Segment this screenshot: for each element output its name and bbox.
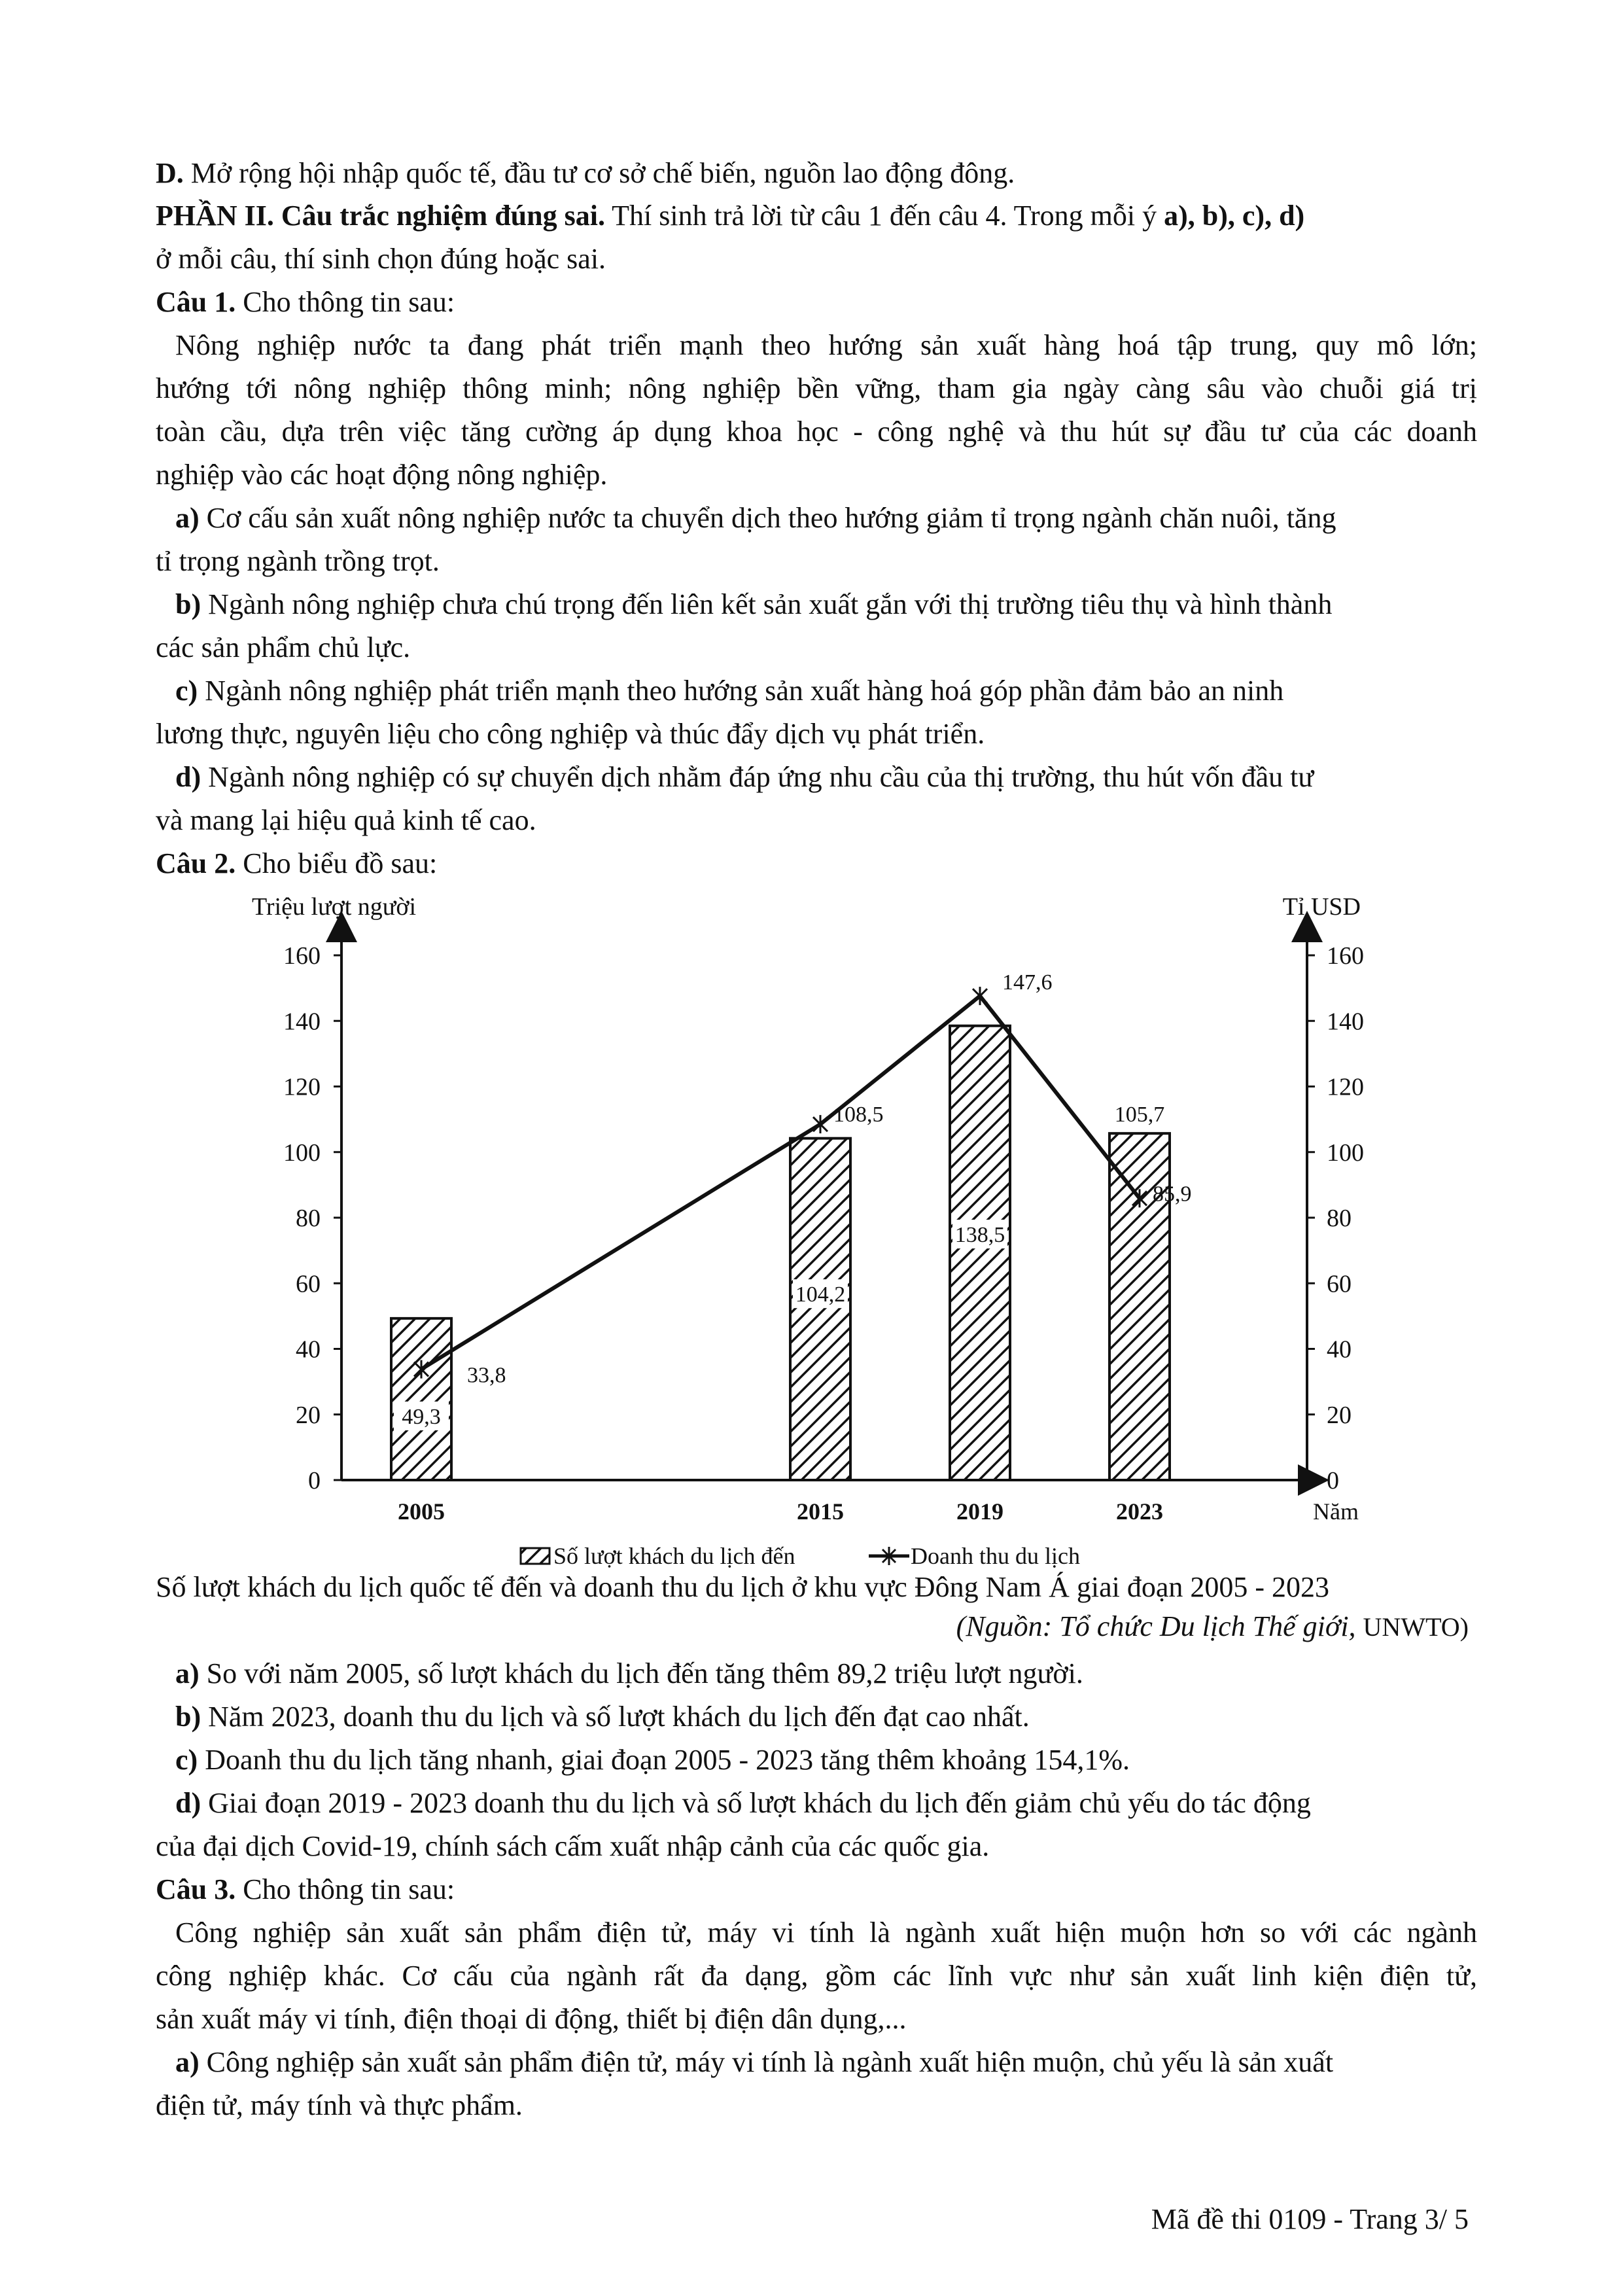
x-tick-label: 2015 bbox=[797, 1498, 844, 1525]
y-right-axis-title: Tỉ USD bbox=[1282, 893, 1361, 921]
line-value-label: 147,6 bbox=[1002, 970, 1053, 995]
statement-label: d) bbox=[175, 1787, 201, 1819]
question2-label: Câu 2. bbox=[156, 847, 236, 879]
statement-label: c) bbox=[175, 675, 198, 707]
statement-text: Ngành nông nghiệp có sự chuyển dịch nhằm đáp ứng nhu cầu của thị trường, thu hút vốn đầu tư bbox=[201, 761, 1314, 793]
bar-visitors bbox=[790, 1139, 850, 1480]
line-point-marker bbox=[973, 987, 987, 1005]
bar-visitors bbox=[391, 1318, 451, 1480]
q3-paragraph-line: sản xuất máy vi tính, điện thoại di động, thiết bị điện dân dụng,... bbox=[156, 2003, 907, 2035]
y-left-tick-label: 100 bbox=[283, 1139, 321, 1167]
part2-instructions: Thí sinh trả lời từ câu 1 đến câu 4. Trong mỗi ý bbox=[604, 200, 1164, 232]
statement-label: a) bbox=[175, 2046, 200, 2078]
statement-label: b) bbox=[175, 588, 201, 620]
line-value-label: 85,9 bbox=[1153, 1182, 1192, 1207]
y-left-tick-label: 0 bbox=[308, 1467, 321, 1494]
y-left-tick-label: 80 bbox=[296, 1205, 321, 1232]
statement-text: Ngành nông nghiệp chưa chú trọng đến liên kết sản xuất gắn với thị trường tiêu thụ và hình thành bbox=[201, 588, 1333, 620]
line-value-label: 33,8 bbox=[467, 1363, 506, 1388]
statement-text: So với năm 2005, số lượt khách du lịch đến tăng thêm 89,2 triệu lượt người. bbox=[199, 1657, 1083, 1689]
source-org: UNWTO) bbox=[1363, 1612, 1469, 1642]
q2-statement-c bbox=[175, 1739, 1497, 1781]
q1-statement-c-cont: lương thực, nguyên liệu cho công nghiệp và thúc đẩy dịch vụ phát triển. bbox=[156, 718, 985, 750]
legend-line-label: Doanh thu du lịch bbox=[911, 1543, 1080, 1569]
x-tick-label: 2023 bbox=[1116, 1498, 1163, 1525]
line-revenue bbox=[421, 996, 1140, 1369]
y-right-tick-label: 80 bbox=[1327, 1205, 1352, 1232]
option-text: Mở rộng hội nhập quốc tế, đầu tư cơ sở chế biến, nguồn lao động đông. bbox=[183, 157, 1015, 189]
y-right-tick-label: 20 bbox=[1327, 1401, 1352, 1429]
statement-text: Năm 2023, doanh thu du lịch và số lượt khách du lịch đến đạt cao nhất. bbox=[201, 1701, 1030, 1733]
question3-prompt: Cho thông tin sau: bbox=[236, 1873, 455, 1905]
question3-label: Câu 3. bbox=[156, 1873, 236, 1905]
part2-options: a), b), c), d) bbox=[1164, 200, 1305, 232]
statement-label: a) bbox=[175, 1657, 200, 1689]
y-right-tick-label: 40 bbox=[1327, 1335, 1352, 1364]
part2-instructions-line2: ở mỗi câu, thí sinh chọn đúng hoặc sai. bbox=[156, 243, 606, 275]
bar-value-label: 104,2 bbox=[795, 1282, 846, 1307]
q3-paragraph-line: Công nghiệp sản xuất sản phẩm điện tử, máy vi tính là ngành xuất hiện muộn hơn so với các ngành bbox=[175, 1916, 1477, 1949]
y-left-tick-label: 120 bbox=[283, 1073, 321, 1101]
y-left-tick-label: 60 bbox=[296, 1270, 321, 1298]
part2-title: PHẦN II. Câu trắc nghiệm đúng sai. bbox=[156, 200, 605, 232]
statement-label: c) bbox=[175, 1744, 198, 1776]
q2-statement-d bbox=[175, 1782, 1497, 1824]
bar-value-label: 105,7 bbox=[1114, 1103, 1165, 1127]
statement-text: Công nghiệp sản xuất sản phẩm điện tử, máy vi tính là ngành xuất hiện muộn, chủ yếu là sản xuất bbox=[199, 2046, 1334, 2078]
statement-text: Ngành nông nghiệp phát triển mạnh theo hướng sản xuất hàng hoá góp phần đảm bảo an ninh bbox=[198, 675, 1284, 707]
chart-source bbox=[956, 1610, 1469, 1643]
page-footer: Mã đề thi 0109 - Trang 3/ 5 bbox=[1151, 2203, 1469, 2235]
chart-caption: Số lượt khách du lịch quốc tế đến và doanh thu du lịch ở khu vực Đông Nam Á giai đoạn 2005 - 2023 bbox=[156, 1571, 1330, 1603]
y-left-tick-label: 20 bbox=[296, 1401, 321, 1429]
q3-statement-a-cont: điện tử, máy tính và thực phẩm. bbox=[156, 2089, 523, 2121]
legend-bar-swatch bbox=[521, 1548, 550, 1564]
statement-text: Cơ cấu sản xuất nông nghiệp nước ta chuyển dịch theo hướng giảm tỉ trọng ngành chăn nuôi, tăng bbox=[199, 502, 1336, 534]
statement-text: Giai đoạn 2019 - 2023 doanh thu du lịch và số lượt khách du lịch đến giảm chủ yếu do tác động bbox=[201, 1787, 1311, 1819]
q3-paragraph-line: công nghiệp khác. Cơ cấu của ngành rất đa dạng, gồm các lĩnh vực như sản xuất linh kiện điện tử, bbox=[156, 1960, 1477, 1992]
legend-bar-label: Số lượt khách du lịch đến bbox=[553, 1543, 795, 1569]
y-right-tick-label: 120 bbox=[1327, 1073, 1364, 1101]
bar-visitors bbox=[950, 1026, 1010, 1480]
y-right-tick-label: 160 bbox=[1327, 942, 1364, 970]
question1-label: Câu 1. bbox=[156, 286, 236, 318]
source-text: (Nguồn: Tổ chức Du lịch Thế giới, bbox=[956, 1610, 1356, 1642]
statement-label: a) bbox=[175, 502, 200, 534]
q1-paragraph-line: nghiệp vào các hoạt động nông nghiệp. bbox=[156, 459, 608, 491]
y-left-tick-label: 140 bbox=[283, 1008, 321, 1036]
q1-paragraph-line: toàn cầu, dựa trên việc tăng cường áp dụng khoa học - công nghệ và thu hút sự đầu tư của các doanh bbox=[156, 415, 1477, 448]
statement-text: Doanh thu du lịch tăng nhanh, giai đoạn 2005 - 2023 tăng thêm khoảng 154,1%. bbox=[198, 1744, 1130, 1776]
q1-paragraph-line: Nông nghiệp nước ta đang phát triển mạnh theo hướng sản xuất hàng hoá tập trung, quy mô lớn; bbox=[175, 329, 1477, 361]
option-label: D. bbox=[156, 157, 184, 189]
q1-paragraph-line: hướng tới nông nghiệp thông minh; nông nghiệp bền vững, tham gia ngày càng sâu vào chuỗi giá trị bbox=[156, 372, 1477, 404]
q2-statement-a bbox=[175, 1653, 1497, 1695]
y-right-tick-label: 0 bbox=[1327, 1467, 1339, 1494]
y-left-tick-label: 160 bbox=[283, 942, 321, 970]
y-right-tick-label: 140 bbox=[1327, 1008, 1364, 1036]
q1-statement-b-cont: các sản phẩm chủ lực. bbox=[156, 631, 411, 663]
line-value-label: 108,5 bbox=[833, 1103, 884, 1127]
q3-statement-a bbox=[175, 2041, 1497, 2083]
question1-prompt: Cho thông tin sau: bbox=[236, 286, 455, 318]
statement-label: b) bbox=[175, 1701, 201, 1733]
x-tick-label: 2005 bbox=[398, 1498, 445, 1525]
question2-prompt: Cho biểu đồ sau: bbox=[236, 847, 438, 879]
q1-statement-a-cont: tỉ trọng ngành trồng trọt. bbox=[156, 545, 440, 577]
y-left-axis-title: Triệu lượt người bbox=[252, 893, 417, 921]
q2-statement-b bbox=[175, 1696, 1497, 1738]
statement-label: d) bbox=[175, 761, 201, 793]
y-right-tick-label: 60 bbox=[1327, 1270, 1352, 1298]
x-tick-label: 2019 bbox=[956, 1498, 1003, 1525]
q2-statement-d-cont: của đại dịch Covid-19, chính sách cấm xuất nhập cảnh của các quốc gia. bbox=[156, 1830, 990, 1862]
q1-statement-d-cont: và mang lại hiệu quả kinh tế cao. bbox=[156, 804, 536, 836]
bar-value-label: 138,5 bbox=[954, 1223, 1005, 1248]
line-point-marker bbox=[813, 1115, 828, 1133]
question3-heading bbox=[156, 1869, 1477, 1911]
y-left-tick-label: 40 bbox=[296, 1335, 321, 1364]
y-right-tick-label: 100 bbox=[1327, 1139, 1364, 1167]
bar-value-label: 49,3 bbox=[402, 1405, 441, 1429]
x-axis-title: Năm bbox=[1313, 1498, 1359, 1525]
